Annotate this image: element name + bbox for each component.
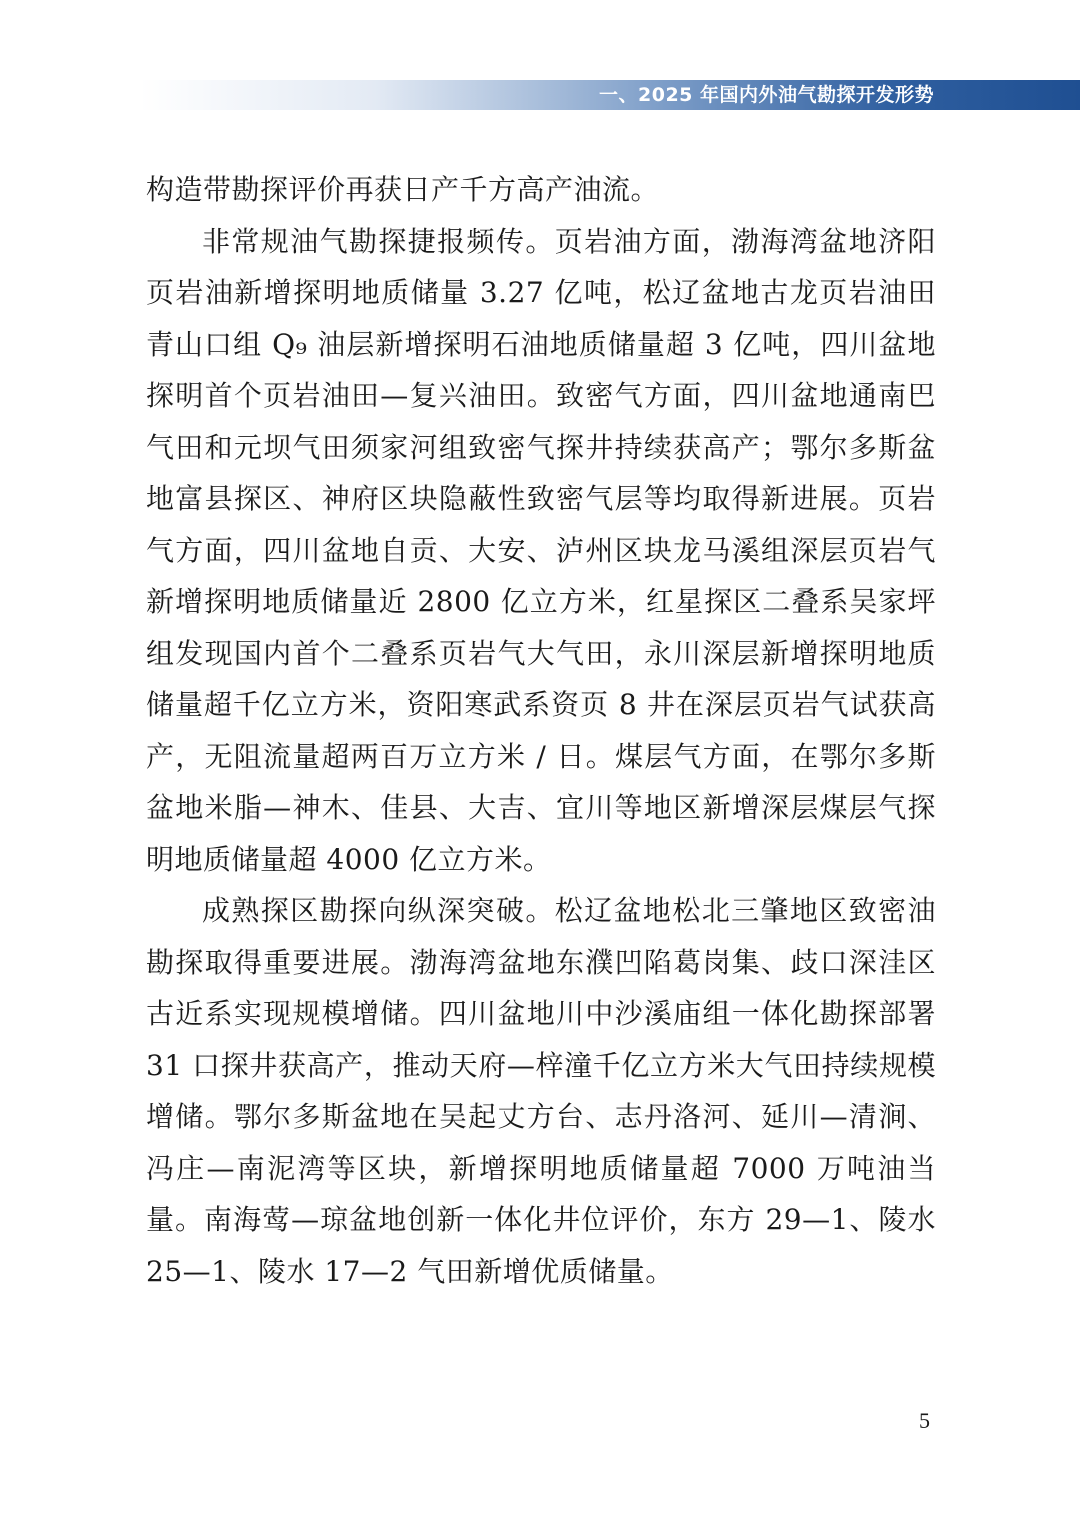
chapter-title: 一、2025 年国内外油气勘探开发形势 [599, 84, 934, 106]
chapter-header-band [140, 80, 1080, 110]
paragraph-mature-areas-exploration: 成熟探区勘探向纵深突破。松辽盆地松北三肇地区致密油勘探取得重要进展。渤海湾盆地东濮凹陷葛岗集、歧口深洼区古近系实现规模增储。四川盆地川中沙溪庙组一体化勘探部署 31 口探井获高产，推动天府—梓潼千亿立方米大气田持续规模增储。鄂尔多斯盆地在吴起丈方台、志丹洛河、延川—清涧、冯庄—南泥湾等区块，新增探明地质储量超 7000 万吨油当量。南海莺—琼盆地创新一体化井位评价，东方 29—1、陵水 25—1、陵水 17—2 气田新增优质储量。 [146, 894, 936, 1288]
page-body [146, 164, 936, 1297]
paragraph-unconventional-exploration: 非常规油气勘探捷报频传。页岩油方面，渤海湾盆地济阳页岩油新增探明地质储量 3.27 亿吨，松辽盆地古龙页岩油田青山口组 Q₉ 油层新增探明石油地质储量超 3 亿吨，四川盆地探明首个页岩油田—复兴油田。致密气方面，四川盆地通南巴气田和元坝气田须家河组致密气探井持续获高产；鄂尔多斯盆地富县探区、神府区块隐蔽性致密气层等均取得新进展。页岩气方面，四川盆地自贡、大安、泸州区块龙马溪组深层页岩气新增探明地质储量近 2800 亿立方米，红星探区二叠系吴家坪组发现国内首个二叠系页岩气大气田，永川深层新增探明地质储量超千亿立方米，资阳寒武系资页 8 井在深层页岩气试获高产，无阻流量超两百万立方米 / 日。煤层气方面，在鄂尔多斯盆地米脂—神木、佳县、大吉、宜川等地区新增深层煤层气探明地质储量超 4000 亿立方米。 [146, 224, 936, 876]
paragraph-continuation: 构造带勘探评价再获日产千方高产油流。 [146, 173, 660, 206]
page-number: 5 [919, 1408, 930, 1433]
